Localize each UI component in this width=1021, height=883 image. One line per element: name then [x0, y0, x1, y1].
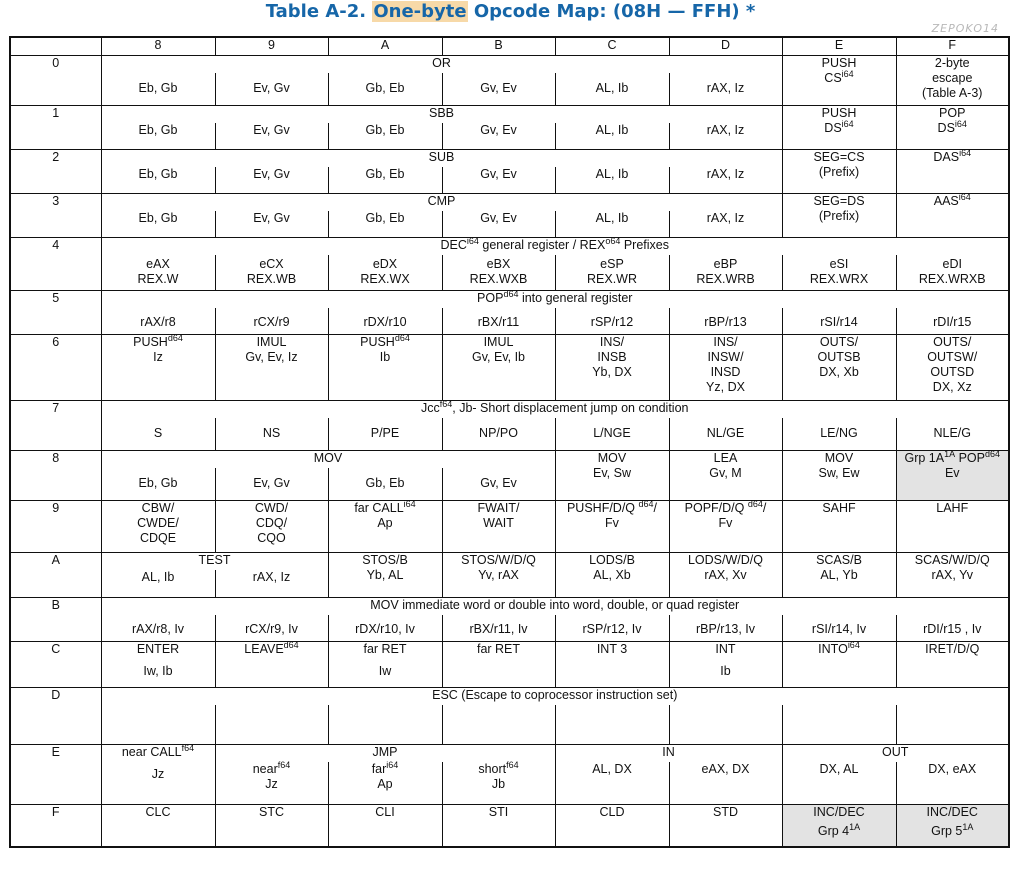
- cell-ff: INC/DEC Grp $5^{1A}$: [896, 805, 1009, 847]
- row-label-f: F: [10, 805, 101, 847]
- row-f: [10, 805, 1009, 847]
- cell-89: Ev, Gv: [215, 468, 328, 501]
- row-label-0: 0: [10, 56, 101, 106]
- cell-0a: Gb, Eb: [328, 73, 442, 106]
- row-label-2: 2: [10, 150, 101, 194]
- row-3-group: [10, 194, 1009, 211]
- cell-e9: near$^{f64}$ Jz: [215, 762, 328, 805]
- cell-ac: LODS/B AL, Xb: [555, 553, 669, 598]
- cell-c8: ENTER Iw, Ib: [101, 642, 215, 688]
- cell-d9: [215, 705, 328, 745]
- cell-bd: rBP/r13, Iv: [669, 615, 782, 642]
- cell-dc: [555, 705, 669, 745]
- cell-ba: rDX/r10, Iv: [328, 615, 442, 642]
- cell-2f: $DAS^{i64}$: [896, 150, 1009, 194]
- row-4-group: [10, 238, 1009, 255]
- cell-3d: rAX, Iz: [669, 211, 782, 238]
- cell-af: SCAS/W/D/Q rAX, Yv: [896, 553, 1009, 598]
- cell-ca: far RET Iw: [328, 642, 442, 688]
- cell-bf: rDI/r15 , Iv: [896, 615, 1009, 642]
- cell-69: IMUL Gv, Ev, Iz: [215, 335, 328, 401]
- cell-7a: P/PE: [328, 418, 442, 451]
- cell-38: Eb, Gb: [101, 211, 215, 238]
- row-d-cells: [10, 705, 1009, 745]
- cell-5a: rDX/r10: [328, 308, 442, 335]
- cell-5b: rBX/r11: [442, 308, 555, 335]
- cell-0e: PUSH $CS^{i64}$: [782, 56, 896, 106]
- row-7-group: [10, 401, 1009, 418]
- group-label-out: OUT: [782, 745, 1009, 762]
- corner-cell: [10, 37, 101, 56]
- group-label-in: IN: [555, 745, 782, 762]
- cell-4d: eBP REX.WRB: [669, 255, 782, 291]
- row-label-8: 8: [10, 451, 101, 501]
- cell-da: [328, 705, 442, 745]
- row-label-5: 5: [10, 291, 101, 335]
- group-label-or: OR: [101, 56, 782, 73]
- cell-1d: rAX, Iz: [669, 123, 782, 150]
- cell-e8: near $CALL^{f64}$ Jz: [101, 745, 215, 805]
- watermark: ZEPOKO14: [931, 22, 999, 35]
- cell-5e: rSI/r14: [782, 308, 896, 335]
- cell-be: rSI/r14, Iv: [782, 615, 896, 642]
- cell-0b: Gv, Ev: [442, 73, 555, 106]
- cell-59: rCX/r9: [215, 308, 328, 335]
- group-label-test: TEST: [101, 553, 328, 570]
- cell-1b: Gv, Ev: [442, 123, 555, 150]
- cell-08: Eb, Gb: [101, 73, 215, 106]
- cell-4e: eSI REX.WRX: [782, 255, 896, 291]
- cell-9e: SAHF: [782, 501, 896, 553]
- cell-7d: NL/GE: [669, 418, 782, 451]
- group-label-jcc: Jcc$^{f64}$, Jb- Short displacement jump on condition: [101, 401, 1009, 418]
- cell-9f: LAHF: [896, 501, 1009, 553]
- cell-6b: IMUL Gv, Ev, Ib: [442, 335, 555, 401]
- cell-8b: Gv, Ev: [442, 468, 555, 501]
- cell-99: CWD/ CDQ/ CQO: [215, 501, 328, 553]
- cell-3f: $AAS^{i64}$: [896, 194, 1009, 238]
- group-label-esc: ESC (Escape to coprocessor instruction set): [101, 688, 1009, 705]
- col-header-d: D: [669, 37, 782, 56]
- cell-7c: L/NGE: [555, 418, 669, 451]
- col-header-a: A: [328, 37, 442, 56]
- cell-cf: IRET/D/Q: [896, 642, 1009, 688]
- cell-cb: far RET: [442, 642, 555, 688]
- row-b-cells: [10, 615, 1009, 642]
- row-7-cells: [10, 418, 1009, 451]
- row-d-group: [10, 688, 1009, 705]
- cell-f9: STC: [215, 805, 328, 847]
- cell-58: rAX/r8: [101, 308, 215, 335]
- cell-b9: rCX/r9, Iv: [215, 615, 328, 642]
- cell-f8: CLC: [101, 805, 215, 847]
- row-8-group: [10, 451, 1009, 468]
- cell-6d: INS/ INSW/ INSD Yz, DX: [669, 335, 782, 401]
- row-label-a: A: [10, 553, 101, 598]
- row-1-group: [10, 106, 1009, 123]
- col-header-e: E: [782, 37, 896, 56]
- cell-09: Ev, Gv: [215, 73, 328, 106]
- cell-5d: rBP/r13: [669, 308, 782, 335]
- cell-fa: CLI: [328, 805, 442, 847]
- cell-6c: INS/ INSB Yb, DX: [555, 335, 669, 401]
- title-suffix: Opcode Map: (08H — FFH) *: [467, 1, 756, 22]
- cell-7f: NLE/G: [896, 418, 1009, 451]
- cell-db: [442, 705, 555, 745]
- col-header-b: B: [442, 37, 555, 56]
- cell-ec: AL, DX: [555, 762, 669, 805]
- row-label-3: 3: [10, 194, 101, 238]
- row-6: [10, 335, 1009, 401]
- row-label-4: 4: [10, 238, 101, 291]
- cell-a8: AL, Ib: [101, 570, 215, 598]
- cell-fd: STD: [669, 805, 782, 847]
- cell-de: [782, 705, 896, 745]
- cell-3a: Gb, Eb: [328, 211, 442, 238]
- cell-c9: $LEAVE^{d64}$: [215, 642, 328, 688]
- cell-19: Ev, Gv: [215, 123, 328, 150]
- opcode-map-table: [9, 36, 1010, 848]
- cell-d8: [101, 705, 215, 745]
- row-4-cells: [10, 255, 1009, 291]
- title-prefix: Table A-2.: [265, 1, 373, 22]
- cell-7e: LE/NG: [782, 418, 896, 451]
- cell-b8: rAX/r8, Iv: [101, 615, 215, 642]
- cell-7b: NP/PO: [442, 418, 555, 451]
- cell-18: Eb, Gb: [101, 123, 215, 150]
- group-label-mov: MOV: [101, 451, 555, 468]
- cell-3c: AL, Ib: [555, 211, 669, 238]
- cell-aa: STOS/B Yb, AL: [328, 553, 442, 598]
- cell-fe: INC/DEC Grp $4^{1A}$: [782, 805, 896, 847]
- row-label-e: E: [10, 745, 101, 805]
- column-header-row: [10, 37, 1009, 56]
- cell-2b: Gv, Ev: [442, 167, 555, 194]
- cell-cc: INT 3: [555, 642, 669, 688]
- group-label-mov-immediate: MOV immediate word or double into word, double, or quad register: [101, 598, 1009, 615]
- cell-8d: LEA Gv, M: [669, 451, 782, 501]
- col-header-8: 8: [101, 37, 215, 56]
- cell-8c: MOV Ev, Sw: [555, 451, 669, 501]
- cell-a9: rAX, Iz: [215, 570, 328, 598]
- cell-8e: MOV Sw, Ew: [782, 451, 896, 501]
- row-2-group: [10, 150, 1009, 167]
- cell-ce: $INTO^{i64}$: [782, 642, 896, 688]
- cell-5c: rSP/r12: [555, 308, 669, 335]
- group-label-sub: SUB: [101, 150, 782, 167]
- cell-fc: CLD: [555, 805, 669, 847]
- title-highlight: One-byte: [373, 1, 467, 22]
- row-label-9: 9: [10, 501, 101, 553]
- cell-3b: Gv, Ev: [442, 211, 555, 238]
- cell-1f: POP $DS^{i64}$: [896, 106, 1009, 150]
- row-c: [10, 642, 1009, 688]
- cell-4b: eBX REX.WXB: [442, 255, 555, 291]
- cell-ad: LODS/W/D/Q rAX, Xv: [669, 553, 782, 598]
- col-header-9: 9: [215, 37, 328, 56]
- row-5-cells: [10, 308, 1009, 335]
- group-label-dec-rex: $DEC^{i64}$ general register / $REX^{o64}$ Prefixes: [101, 238, 1009, 255]
- row-label-1: 1: [10, 106, 101, 150]
- cell-6a: $PUSH^{d64}$ Ib: [328, 335, 442, 401]
- cell-2e: SEG=CS (Prefix): [782, 150, 896, 194]
- cell-1c: AL, Ib: [555, 123, 669, 150]
- group-label-pop: $POP^{d64}$ into general register: [101, 291, 1009, 308]
- table-title: [0, 0, 1021, 28]
- cell-4a: eDX REX.WX: [328, 255, 442, 291]
- cell-fb: STI: [442, 805, 555, 847]
- cell-ab: STOS/W/D/Q Yv, rAX: [442, 553, 555, 598]
- cell-68: $PUSH^{d64}$ Iz: [101, 335, 215, 401]
- row-label-b: B: [10, 598, 101, 642]
- cell-0c: AL, Ib: [555, 73, 669, 106]
- cell-8f: Grp $1A^{1A}$ $POP^{d64}$ Ev: [896, 451, 1009, 501]
- cell-88: Eb, Gb: [101, 468, 215, 501]
- cell-bb: rBX/r11, Iv: [442, 615, 555, 642]
- cell-ae: SCAS/B AL, Yb: [782, 553, 896, 598]
- row-label-d: D: [10, 688, 101, 745]
- row-b-group: [10, 598, 1009, 615]
- cell-ef: DX, eAX: [896, 762, 1009, 805]
- cell-78: S: [101, 418, 215, 451]
- col-header-c: C: [555, 37, 669, 56]
- cell-1e: PUSH $DS^{i64}$: [782, 106, 896, 150]
- row-0-group: [10, 56, 1009, 73]
- cell-8a: Gb, Eb: [328, 468, 442, 501]
- group-label-cmp: CMP: [101, 194, 782, 211]
- cell-4c: eSP REX.WR: [555, 255, 669, 291]
- col-header-f: F: [896, 37, 1009, 56]
- cell-5f: rDI/r15: [896, 308, 1009, 335]
- group-label-sbb: SBB: [101, 106, 782, 123]
- cell-9c: PUSHF/D/Q $^{d64}$/ Fv: [555, 501, 669, 553]
- cell-79: NS: [215, 418, 328, 451]
- row-a-group: [10, 553, 1009, 570]
- cell-bc: rSP/r12, Iv: [555, 615, 669, 642]
- cell-ea: far$^{i64}$ Ap: [328, 762, 442, 805]
- cell-39: Ev, Gv: [215, 211, 328, 238]
- row-label-7: 7: [10, 401, 101, 451]
- cell-48: eAX REX.W: [101, 255, 215, 291]
- cell-cd: INT Ib: [669, 642, 782, 688]
- cell-1a: Gb, Eb: [328, 123, 442, 150]
- cell-eb: short$^{f64}$ Jb: [442, 762, 555, 805]
- cell-0f: 2-byte escape (Table A-3): [896, 56, 1009, 106]
- cell-ed: eAX, DX: [669, 762, 782, 805]
- cell-28: Eb, Gb: [101, 167, 215, 194]
- row-label-c: C: [10, 642, 101, 688]
- cell-0d: rAX, Iz: [669, 73, 782, 106]
- cell-df: [896, 705, 1009, 745]
- cell-9b: FWAIT/ WAIT: [442, 501, 555, 553]
- row-5-group: [10, 291, 1009, 308]
- cell-49: eCX REX.WB: [215, 255, 328, 291]
- row-label-6: 6: [10, 335, 101, 401]
- row-9: [10, 501, 1009, 553]
- group-label-jmp: JMP: [215, 745, 555, 762]
- cell-4f: eDI REX.WRXB: [896, 255, 1009, 291]
- cell-dd: [669, 705, 782, 745]
- cell-3e: SEG=DS (Prefix): [782, 194, 896, 238]
- cell-2c: AL, Ib: [555, 167, 669, 194]
- cell-9a: far $CALL^{i64}$ Ap: [328, 501, 442, 553]
- cell-29: Ev, Gv: [215, 167, 328, 194]
- cell-2d: rAX, Iz: [669, 167, 782, 194]
- cell-6f: OUTS/ OUTSW/ OUTSD DX, Xz: [896, 335, 1009, 401]
- cell-ee: DX, AL: [782, 762, 896, 805]
- cell-2a: Gb, Eb: [328, 167, 442, 194]
- cell-6e: OUTS/ OUTSB DX, Xb: [782, 335, 896, 401]
- cell-98: CBW/ CWDE/ CDQE: [101, 501, 215, 553]
- cell-9d: POPF/D/Q $^{d64}$/ Fv: [669, 501, 782, 553]
